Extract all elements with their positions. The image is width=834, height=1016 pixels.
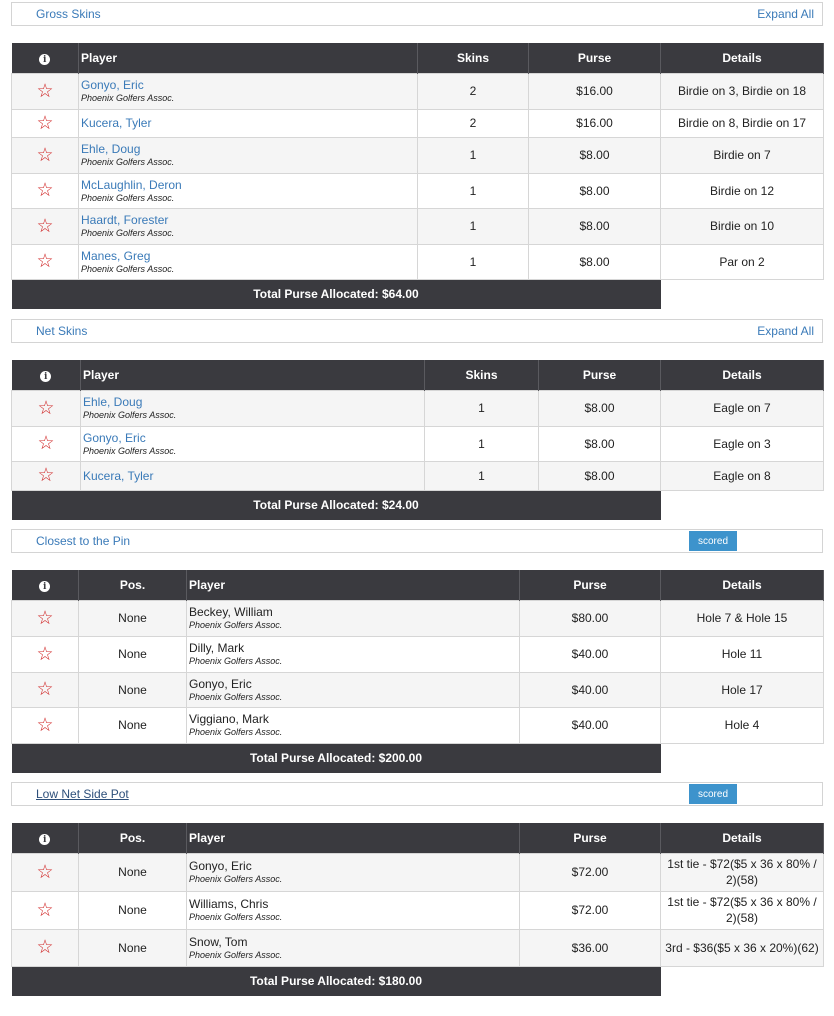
details-cell: Birdie on 12 (661, 173, 824, 208)
star-outline-icon[interactable]: ☆ (36, 861, 54, 883)
table-row (12, 672, 824, 707)
details-cell: Hole 17 (661, 672, 824, 707)
purse-header[interactable]: Purse (520, 823, 661, 853)
skins-cell: 1 (418, 244, 529, 279)
info-header (12, 360, 81, 390)
favorite-cell (12, 109, 79, 137)
pos-cell: None (79, 600, 187, 636)
skins-cell: 1 (418, 137, 529, 173)
pos-cell: None (79, 707, 187, 743)
player-name-link[interactable]: Gonyo, Eric (83, 430, 146, 445)
player-association: Phoenix Golfers Assoc. (189, 656, 283, 666)
favorite-cell (12, 73, 79, 109)
total-row (12, 279, 824, 309)
favorite-cell (12, 600, 79, 636)
star-outline-icon[interactable]: ☆ (37, 465, 55, 486)
purse-header[interactable]: Purse (529, 43, 661, 73)
player-association: Phoenix Golfers Assoc. (81, 157, 175, 167)
player-association: Phoenix Golfers Assoc. (83, 410, 177, 420)
star-outline-icon[interactable]: ☆ (36, 937, 54, 958)
purse-cell: $80.00 (520, 600, 661, 636)
table-header (12, 43, 824, 73)
details-cell: Hole 4 (661, 707, 824, 743)
table-row (12, 244, 824, 279)
favorite-cell (12, 426, 81, 461)
info-icon[interactable]: i (39, 834, 50, 845)
table-header (12, 570, 824, 600)
info-header (12, 823, 79, 853)
player-cell (79, 137, 418, 173)
purse-header[interactable]: Purse (520, 570, 661, 600)
net-skins-table (11, 360, 824, 520)
pos-cell: None (79, 853, 187, 891)
scored-badge: scored (689, 784, 737, 804)
table-row (12, 109, 824, 137)
details-cell: 1st tie - $72($5 x 36 x 80% / 2)(58) (661, 853, 824, 891)
player-association: Phoenix Golfers Assoc. (81, 263, 175, 274)
details-cell: Par on 2 (661, 244, 824, 279)
player-cell (187, 929, 520, 966)
closest-pin-table (11, 570, 824, 773)
low-net-table (11, 823, 824, 996)
details-cell: Hole 7 & Hole 15 (661, 600, 824, 636)
player-name-link[interactable]: Manes, Greg (81, 248, 151, 263)
skins-cell: 2 (418, 109, 529, 137)
player-association: Phoenix Golfers Assoc. (189, 620, 283, 630)
purse-cell: $8.00 (539, 426, 661, 461)
player-cell (187, 707, 520, 743)
purse-cell: $16.00 (529, 73, 661, 109)
table-row (12, 891, 824, 929)
star-outline-icon[interactable]: ☆ (36, 643, 54, 665)
purse-cell: $40.00 (520, 672, 661, 707)
gross-skins-table (11, 43, 824, 309)
player-cell (79, 109, 418, 137)
player-cell (79, 173, 418, 208)
info-header (12, 43, 79, 73)
table-row (12, 173, 824, 208)
favorite-cell (12, 390, 81, 426)
player-association: Phoenix Golfers Assoc. (189, 691, 283, 702)
skins-cell: 1 (425, 461, 539, 490)
skins-cell: 2 (418, 73, 529, 109)
player-association: Phoenix Golfers Assoc. (81, 93, 175, 103)
star-outline-icon[interactable]: ☆ (36, 714, 54, 736)
player-association: Phoenix Golfers Assoc. (189, 949, 283, 960)
scored-badge: scored (689, 531, 737, 551)
table-row (12, 600, 824, 636)
details-cell: Eagle on 3 (661, 426, 824, 461)
favorite-cell (12, 672, 79, 707)
player-cell (187, 636, 520, 672)
player-cell (187, 600, 520, 636)
star-outline-icon[interactable]: ☆ (36, 251, 54, 272)
purse-cell: $72.00 (520, 853, 661, 891)
info-icon[interactable]: i (40, 371, 51, 382)
skins-cell: 1 (425, 426, 539, 461)
blank-cell (661, 490, 824, 520)
info-header (12, 570, 79, 600)
player-name: Beckey, William (189, 605, 273, 619)
star-outline-icon[interactable]: ☆ (36, 80, 54, 102)
skins-cell: 1 (425, 390, 539, 426)
table-header (12, 823, 824, 853)
favorite-cell (12, 244, 79, 279)
player-name-link[interactable]: Ehle, Doug (81, 142, 141, 156)
low-net-title[interactable]: Low Net Side Pot (36, 787, 129, 801)
star-outline-icon[interactable]: ☆ (36, 215, 54, 237)
details-cell: Eagle on 7 (661, 390, 824, 426)
purse-cell: $8.00 (529, 173, 661, 208)
details-header: Details (661, 43, 824, 73)
player-association: Phoenix Golfers Assoc. (189, 912, 283, 922)
table-row (12, 73, 824, 109)
favorite-cell (12, 137, 79, 173)
player-cell (81, 426, 425, 461)
skins-cell: 1 (418, 208, 529, 244)
player-association: Phoenix Golfers Assoc. (189, 874, 283, 884)
details-header: Details (661, 570, 824, 600)
purse-cell: $40.00 (520, 707, 661, 743)
table-row (12, 853, 824, 891)
player-name: Williams, Chris (189, 897, 269, 911)
total-purse: Total Purse Allocated: $200.00 (12, 743, 661, 773)
low-net-bar (11, 782, 823, 806)
table-header (12, 360, 824, 390)
details-cell: Birdie on 7 (661, 137, 824, 173)
purse-cell: $8.00 (529, 208, 661, 244)
table-row (12, 426, 824, 461)
net-skins-expand-all[interactable]: Expand All (757, 324, 814, 338)
total-purse: Total Purse Allocated: $64.00 (12, 279, 661, 309)
player-header[interactable]: Player (79, 43, 418, 73)
total-purse: Total Purse Allocated: $180.00 (12, 966, 661, 996)
star-outline-icon[interactable]: ☆ (36, 180, 54, 201)
star-outline-icon[interactable]: ☆ (36, 899, 54, 921)
details-cell: Birdie on 3, Birdie on 18 (661, 73, 824, 109)
pos-cell: None (79, 672, 187, 707)
closest-pin-title[interactable]: Closest to the Pin (36, 534, 131, 548)
purse-cell: $16.00 (529, 109, 661, 137)
favorite-cell (12, 208, 79, 244)
details-cell: 1st tie - $72($5 x 36 x 80% / 2)(58) (661, 891, 824, 929)
total-row (12, 490, 824, 520)
details-cell: Birdie on 10 (661, 208, 824, 244)
favorite-cell (12, 461, 81, 490)
favorite-cell (12, 929, 79, 966)
player-cell (187, 853, 520, 891)
table-row (12, 707, 824, 743)
favorite-cell (12, 636, 79, 672)
blank-cell (661, 966, 824, 996)
player-cell (187, 672, 520, 707)
star-outline-icon[interactable]: ☆ (37, 433, 55, 454)
purse-cell: $8.00 (529, 137, 661, 173)
purse-cell: $40.00 (520, 636, 661, 672)
pos-cell: None (79, 891, 187, 929)
table-row (12, 390, 824, 426)
details-cell: Eagle on 8 (661, 461, 824, 490)
player-header[interactable]: Player (187, 570, 520, 600)
details-cell: 3rd - $36($5 x 36 x 20%)(62) (661, 929, 824, 966)
net-skins-title[interactable]: Net Skins (36, 324, 88, 338)
info-icon[interactable]: i (39, 54, 50, 65)
pos-cell: None (79, 636, 187, 672)
favorite-cell (12, 853, 79, 891)
player-name: Gonyo, Eric (189, 676, 252, 691)
star-outline-icon[interactable]: ☆ (36, 112, 54, 134)
details-header: Details (661, 360, 824, 390)
player-association: Phoenix Golfers Assoc. (83, 445, 177, 456)
player-header[interactable]: Player (187, 823, 520, 853)
star-outline-icon[interactable]: ☆ (36, 607, 54, 629)
purse-cell: $72.00 (520, 891, 661, 929)
player-name: Gonyo, Eric (189, 859, 252, 873)
skins-header[interactable]: Skins (418, 43, 529, 73)
details-header: Details (661, 823, 824, 853)
table-row (12, 929, 824, 966)
player-name-link[interactable]: Ehle, Doug (83, 395, 143, 409)
player-header[interactable]: Player (81, 360, 425, 390)
purse-cell: $8.00 (539, 390, 661, 426)
details-cell: Hole 11 (661, 636, 824, 672)
favorite-cell (12, 707, 79, 743)
table-row (12, 137, 824, 173)
star-outline-icon[interactable]: ☆ (36, 679, 54, 700)
player-cell (81, 461, 425, 490)
skins-cell: 1 (418, 173, 529, 208)
player-name: Snow, Tom (189, 934, 248, 949)
player-name-link[interactable]: Kucera, Tyler (83, 468, 154, 483)
player-name-link[interactable]: Kucera, Tyler (81, 116, 152, 130)
skins-header[interactable]: Skins (425, 360, 539, 390)
purse-cell: $36.00 (520, 929, 661, 966)
gross-skins-bar (11, 2, 823, 26)
player-name-link[interactable]: Haardt, Forester (81, 213, 169, 227)
table-row (12, 636, 824, 672)
player-name: Viggiano, Mark (189, 712, 269, 726)
star-outline-icon[interactable]: ☆ (36, 144, 54, 166)
purse-cell: $8.00 (539, 461, 661, 490)
purse-cell: $8.00 (529, 244, 661, 279)
player-name-link[interactable]: McLaughlin, Deron (81, 177, 182, 192)
total-row (12, 743, 824, 773)
player-association: Phoenix Golfers Assoc. (81, 228, 175, 238)
blank-cell (661, 279, 824, 309)
favorite-cell (12, 173, 79, 208)
net-skins-bar (11, 319, 823, 343)
pos-header[interactable]: Pos. (79, 823, 187, 853)
player-cell (81, 390, 425, 426)
total-row (12, 966, 824, 996)
table-row (12, 461, 824, 490)
pos-cell: None (79, 929, 187, 966)
blank-cell (661, 743, 824, 773)
gross-skins-title[interactable]: Gross Skins (36, 7, 101, 21)
info-icon[interactable]: i (39, 581, 50, 592)
table-row (12, 208, 824, 244)
player-cell (187, 891, 520, 929)
player-cell (79, 208, 418, 244)
purse-header[interactable]: Purse (539, 360, 661, 390)
closest-pin-bar (11, 529, 823, 553)
details-cell: Birdie on 8, Birdie on 17 (661, 109, 824, 137)
player-cell (79, 73, 418, 109)
player-name-link[interactable]: Gonyo, Eric (81, 78, 144, 92)
star-outline-icon[interactable]: ☆ (37, 397, 55, 419)
gross-skins-expand-all[interactable]: Expand All (757, 7, 814, 21)
favorite-cell (12, 891, 79, 929)
player-association: Phoenix Golfers Assoc. (189, 727, 283, 737)
total-purse: Total Purse Allocated: $24.00 (12, 490, 661, 520)
player-name: Dilly, Mark (189, 641, 245, 655)
player-cell (79, 244, 418, 279)
player-association: Phoenix Golfers Assoc. (81, 192, 175, 203)
pos-header[interactable]: Pos. (79, 570, 187, 600)
